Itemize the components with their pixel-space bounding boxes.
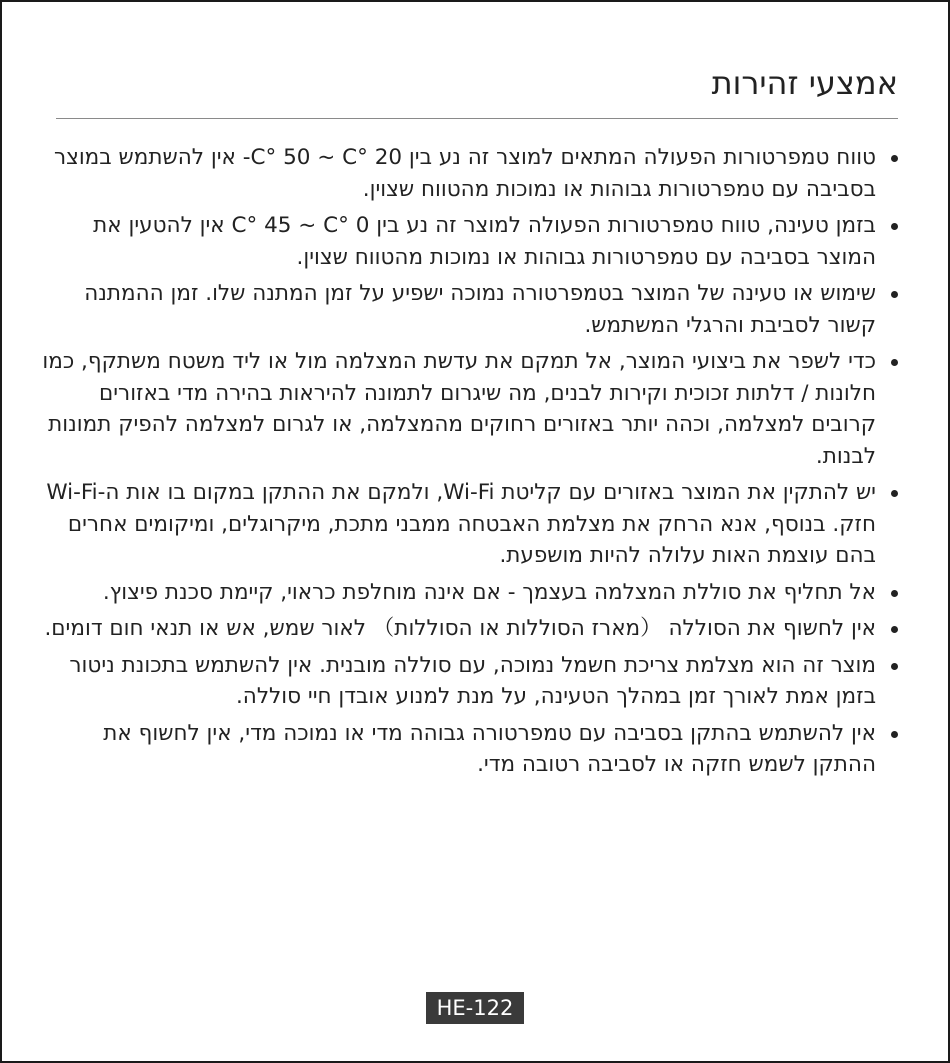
bullet-icon [891,291,898,298]
title-divider [56,118,898,119]
item-text: טווח טמפרטורות הפעולה המתאים למוצר זה נע בין C° 50 ~ C° 20- אין להשתמש במוצר בסביבה עם טמפרטורות גבוהות או נמוכות מהטווח שצוין. [53,145,876,202]
item-text: בזמן טעינה, טווח טמפרטורות הפעולה למוצר זה נע בין C° 45 ~ C° 0 אין להטעין את המוצר בסביבה עם טמפרטורות גבוהות או נמוכות מהטווח שצוין. [93,213,876,270]
list-item [40,142,898,205]
item-text: כדי לשפר את ביצועי המוצר, אל תמקם את עדשת המצלמה מול או ליד משטח משתקף, כמו חלונות / דלתות זכוכית וקירות לבנים, מה שיגרום לתמונה להיראות בהירה מדי באזורים קרובים למצלמה, וכהה יותר באזורים רחוקים מהמצלמה, או לגרום למצלמה להפיק תמונות לבנות. [42,349,876,469]
bullet-icon [891,626,898,633]
item-text: יש להתקין את המוצר באזורים עם קליטת Wi-Fi, ולמקם את ההתקן במקום בו אות ה-Wi-Fi חזק. בנוסף, אנא הרחק את מצלמת האבטחה ממבני מתכת, מיקרוגלים, ומיקומים אחרים בהם עוצמת האות עלולה להיות מושפעת. [46,480,876,568]
item-text: אין להשתמש בהתקן בסביבה עם טמפרטורה גבוהה מדי או נמוכה מדי, אין לחשוף את ההתקן לשמש חזקה או לסביבה רטובה מדי. [103,720,876,777]
item-text: שימוש או טעינה של המוצר בטמפרטורה נמוכה ישפיע על זמן המתנה שלו. זמן ההמתנה קשור לסביבת והרגלי המשתמש. [84,281,876,338]
page-number-badge: HE-122 [426,992,524,1024]
list-item [40,718,898,781]
bullet-icon [891,663,898,670]
list-item [40,278,898,341]
bullet-icon [891,590,898,597]
item-text: אין לחשוף את הסוללה （מארז הסוללות או הסוללות） לאור שמש, אש או תנאי חום דומים. [44,616,876,641]
page-title: אמצעי זהירות [711,64,898,102]
bullet-icon [891,223,898,230]
list-item [40,346,898,472]
list-item [40,210,898,273]
bullet-icon [891,731,898,738]
list-item [40,613,898,645]
list-item [40,477,898,572]
item-text: מוצר זה הוא מצלמת צריכת חשמל נמוכה, עם סוללה מובנית. אין להשתמש בתכונת ניטור בזמן אמת לאורך זמן במהלך הטעינה, על מנת למנוע אובדן חיי סוללה. [69,652,876,709]
bullet-icon [891,490,898,497]
precautions-list [40,142,898,786]
item-text: אל תחליף את סוללת המצלמה בעצמך - אם אינה מוחלפת כראוי, קיימת סכנת פיצוץ. [102,579,876,605]
bullet-icon [891,155,898,162]
list-item [40,577,898,609]
list-item [40,650,898,713]
bullet-icon [891,359,898,366]
